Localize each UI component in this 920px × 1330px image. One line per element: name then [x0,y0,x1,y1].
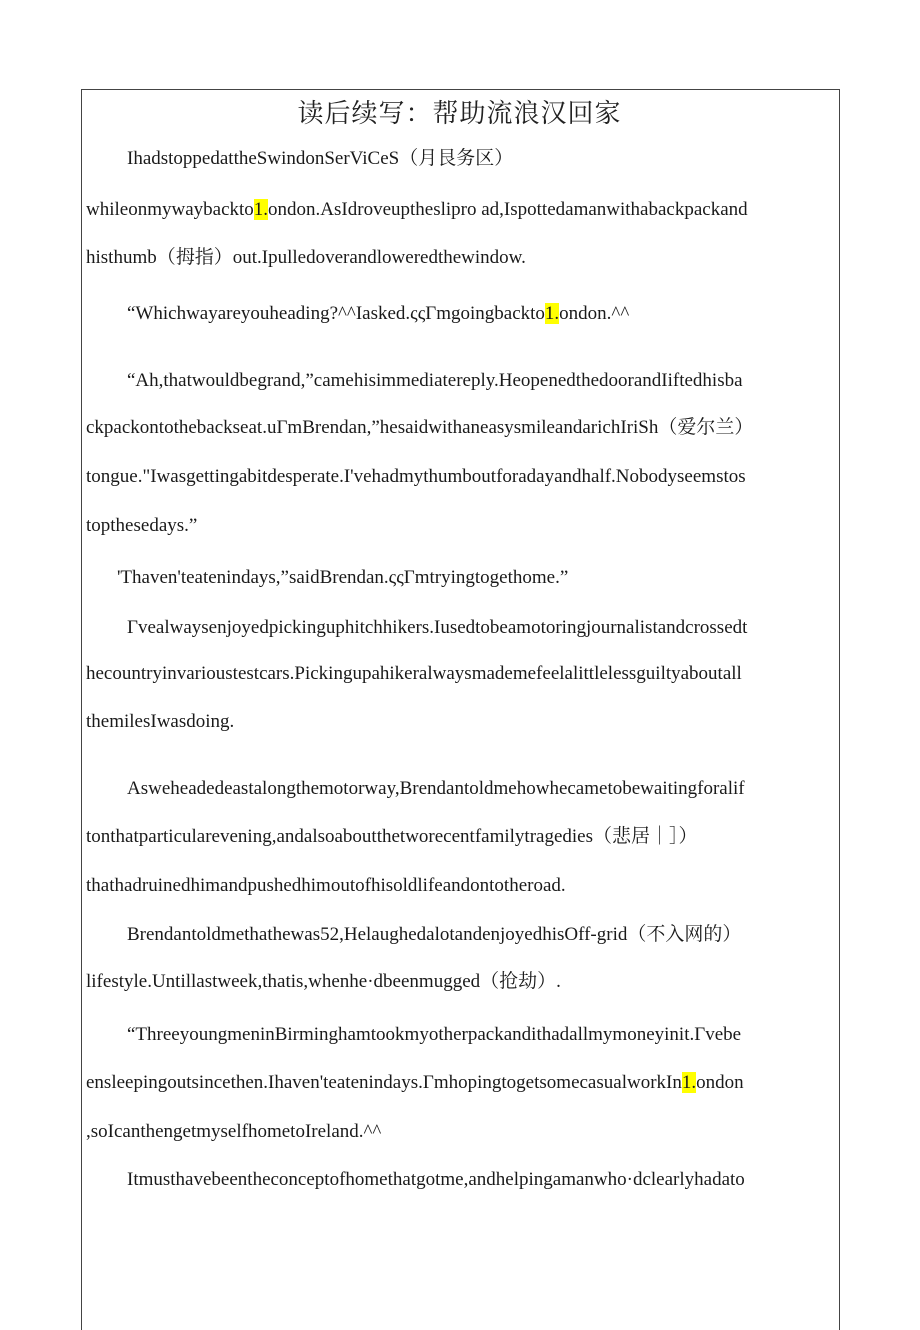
text-line: 'Thaven'teatenindays,”saidBrendan.ςςΓmtryingtogethome.” [117,567,569,588]
text-segment: ondon.AsIdroveuptheslipro ad,Ispottedamanwithabackpackand [268,199,748,220]
page-title: 读后续写：帮助流浪汉回家 [297,99,622,129]
text-line: thathadruinedhimandpushedhimoutofhisoldlifeandontotheroad. [86,875,566,896]
text-line: Itmusthavebeentheconceptofhomethatgotme,andhelpingamanwho·dclearlyhadato [127,1169,745,1190]
text-segment: ondon [696,1072,744,1093]
text-line: Brendantoldmethathewas52,HelaughedalotandenjoyedhisOff-grid（不入网的） [127,924,742,945]
text-line: ,soIcanthengetmyselfhometoIreland.^^ [86,1121,382,1142]
text-line: Asweheadedeastalongthemotorway,Brendantoldmehowhecametobewaitingforalif [127,778,745,799]
text-line: tongue."Iwasgettingabitdesperate.I'vehadmythumboutforadayandhalf.Nobodyseemstos [86,466,746,487]
text-line: themilesIwasdoing. [86,711,235,732]
text-line: lifestyle.Untillastweek,thatis,whenhe·dbeenmugged（抢劫）. [86,971,561,992]
text-line [86,1071,744,1095]
text-line: Γvealwaysenjoyedpickinguphitchhikers.Iusedtobeamotoringjournalistandcrossedt [127,617,748,638]
text-line [127,302,629,326]
text-line: hecountryinvarioustestcars.Pickingupahikeralwaysmademefeelalittlelessguiltyaboutall [86,663,742,684]
text-segment: “Whichwayareyouheading?^^Iasked.ςςΓmgoingbackto [127,303,545,324]
text-line: ckpackontothebackseat.uΓmBrendan,”hesaidwithaneasysmileandarichIriSh（爱尔兰） [86,417,754,438]
text-line: histhumb（拇指）out.Ipulledoverandloweredthewindow. [86,247,526,268]
highlight-mark: 1. [544,303,560,324]
text-line: tonthatparticularevening,andalsoaboutthetworecentfamilytragedies（悲居｜］） [86,826,698,847]
text-line: “ThreeyoungmeninBirminghamtookmyotherpackandithadallmymoneyinit.Γvebe [127,1024,742,1045]
text-line: IhadstoppedattheSwindonSerViCeS（月艮务区） [127,148,514,169]
highlight-mark: 1. [253,199,269,220]
text-segment: ondon.^^ [559,303,630,324]
text-segment: whileonmywaybackto [86,199,254,220]
highlight-mark: 1. [681,1072,697,1093]
text-line: “Ah,thatwouldbegrand,”camehisimmediatereply.HeopenedthedoorandIiftedhisba [127,370,743,391]
text-line: topthesedays.” [86,515,198,536]
text-segment: ensleepingoutsincethen.Ihaven'teatenindays.ΓmhopingtogetsomecasualworkIn [86,1072,682,1093]
text-line [86,198,748,222]
